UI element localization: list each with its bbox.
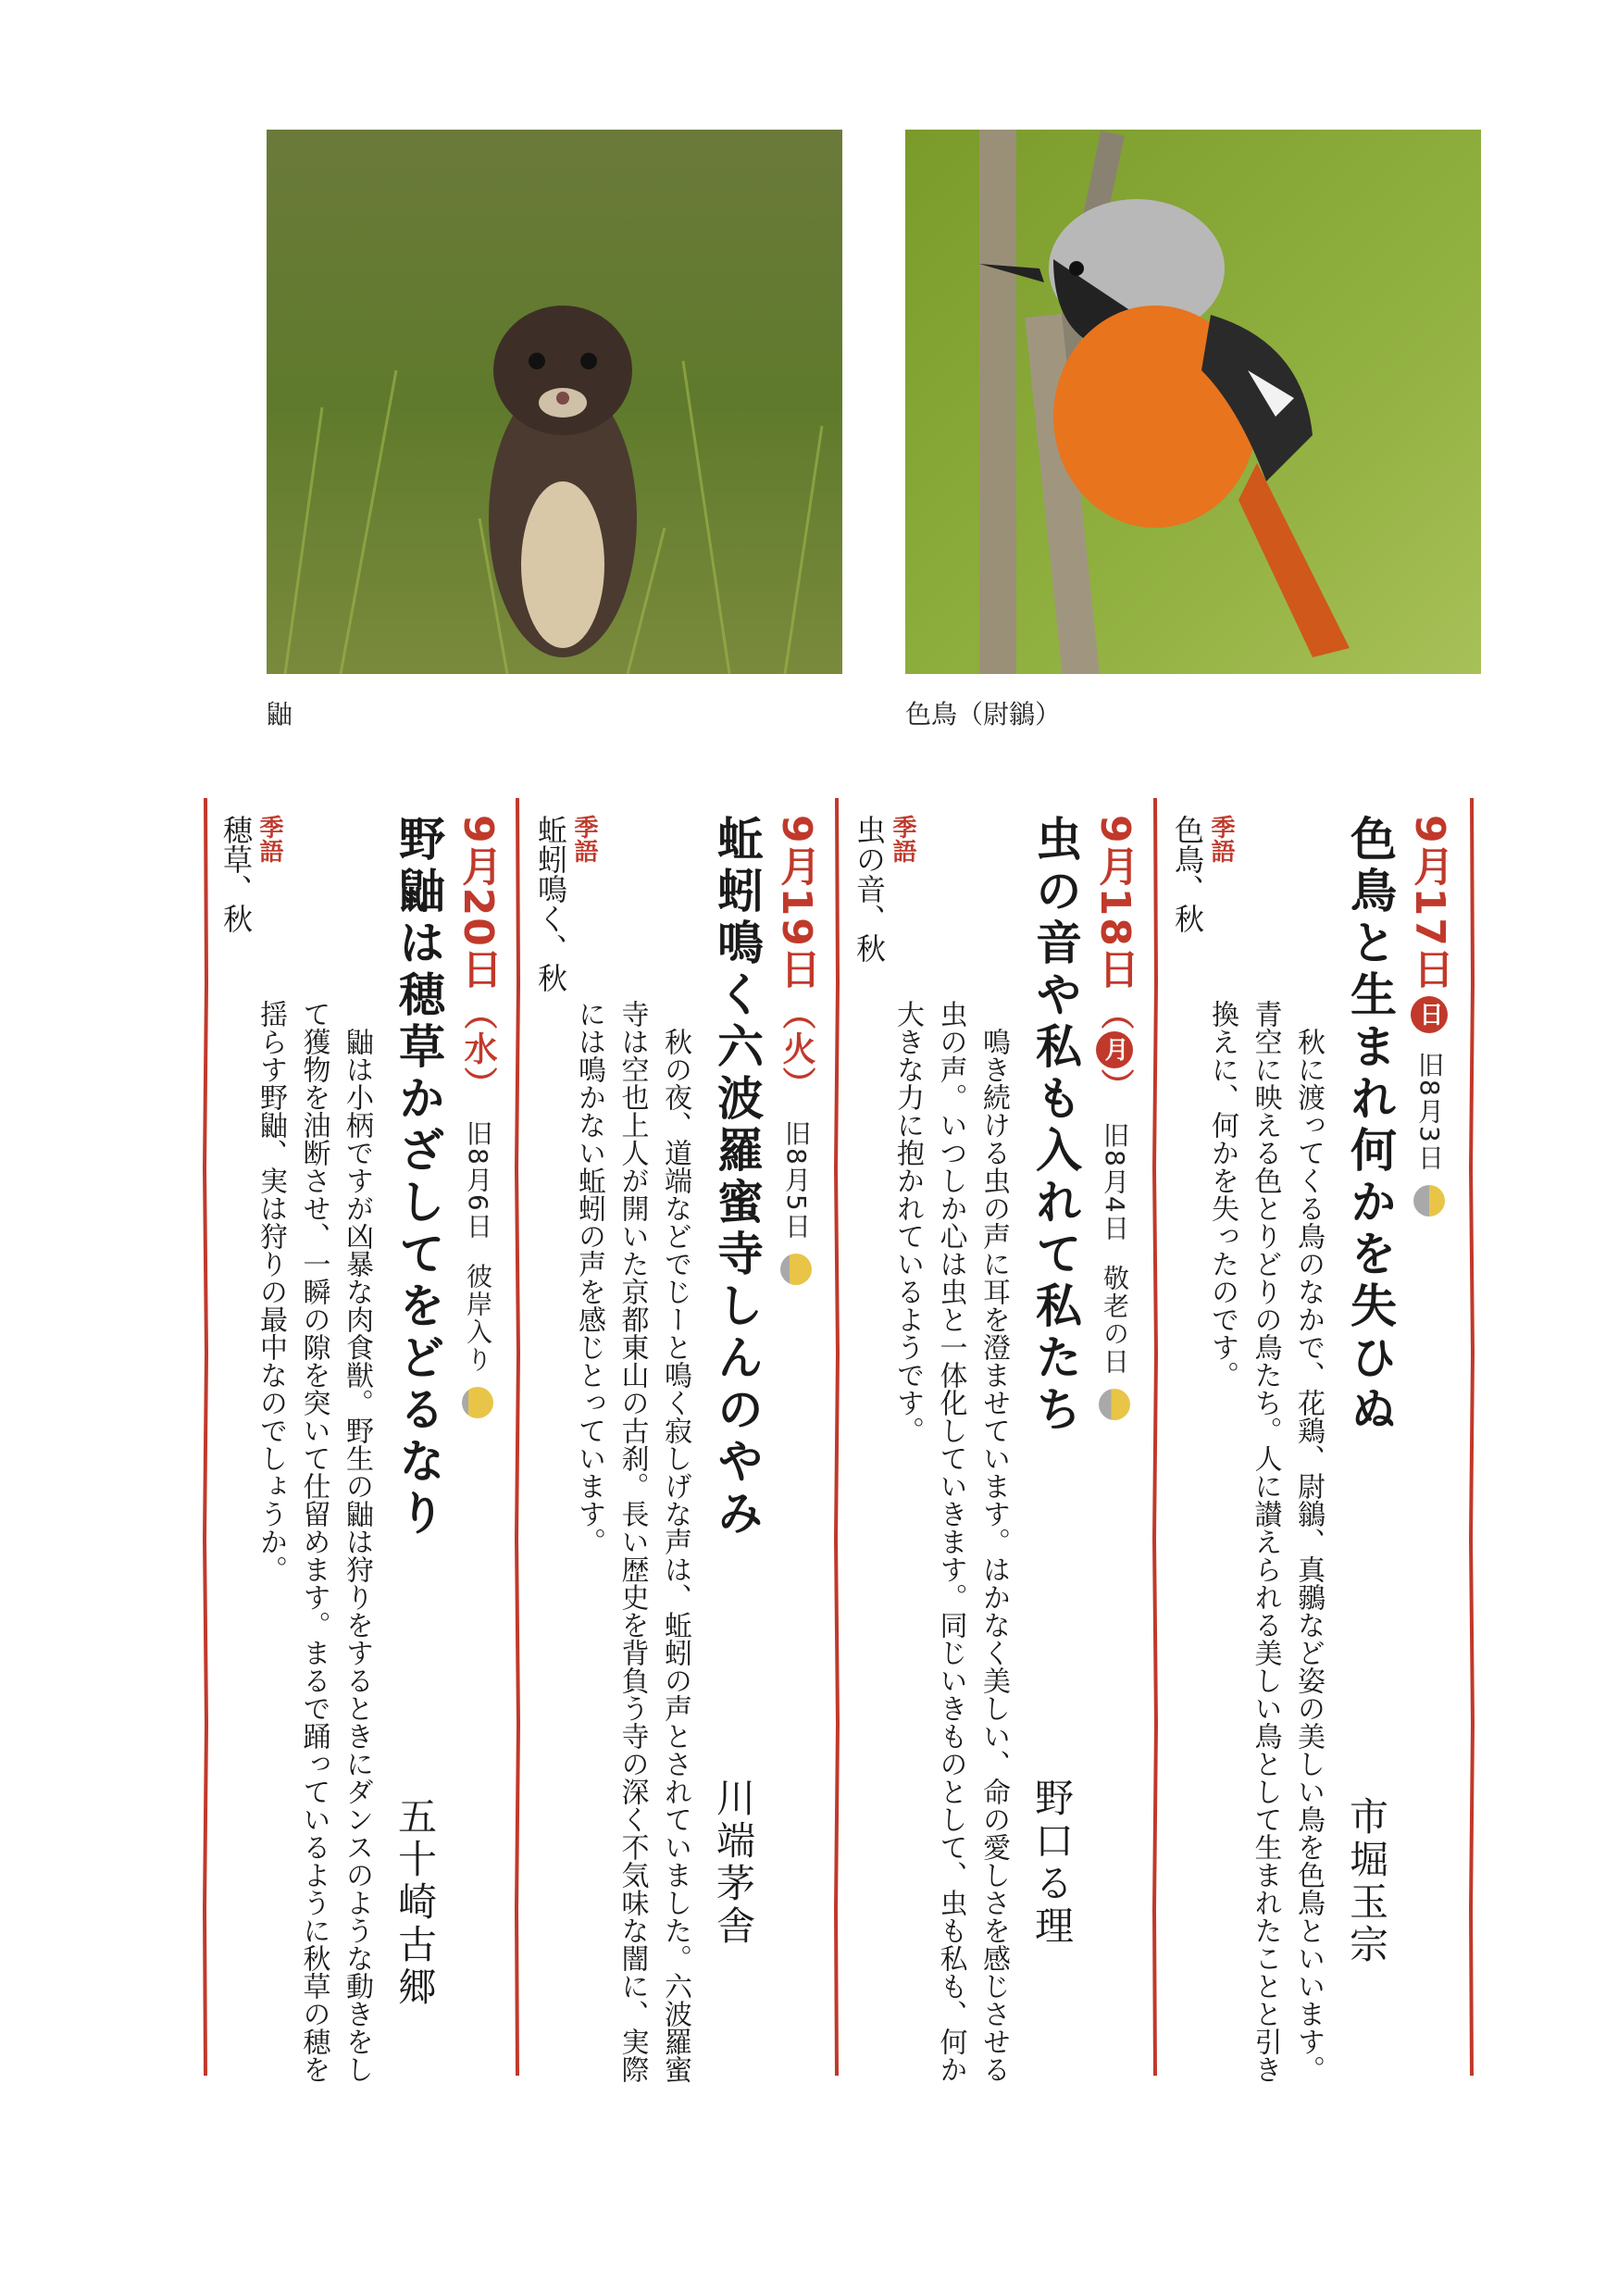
divider-1 [1468,798,1475,2076]
kyureki: 旧8月6日 [463,1119,493,1241]
moon-phase-icon [780,1254,812,1285]
divider-5 [202,798,209,2076]
author: 市堀玉宗 [1344,1796,1389,1966]
weekday-badge: （火） [778,995,815,1102]
kigo-label: 季語 [570,815,598,863]
kigo-label: 季語 [889,815,916,863]
kigo: 色鳥、秋 [1170,815,1205,933]
author: 野口る理 [1029,1778,1075,1948]
entry-sep20 [215,815,507,2083]
entry-sep17 [1166,815,1459,2083]
kigo-block [1166,815,1233,933]
commentary: 秋に渡ってくる鳥のなかで、花鶏、尉鶲、真鶸など姿の美しい鳥を色鳥といいます。青空に映える色とりどりの鳥たち。人に讃えられる美しい鳥として生まれたことと引き換えに、何かを失ったのです。 [1206,1000,1325,2083]
commentary: 鳴き続ける虫の声に耳を澄ませています。はかなく美しい、命の愛しさを感じさせる虫の声。いつしか心は虫と一体化していきます。同じいきものとして、虫も私も、何か大きな力に抱かれているようです。 [891,1000,1010,2083]
kigo: 蚯蚓鳴く、秋 [533,815,568,992]
haiku: 色鳥と生まれ何かを失ひぬ [1343,815,1398,1437]
date-block [1085,815,1144,1420]
kigo: 虫の音、秋 [852,815,887,963]
commentary: 秋の夜、道端などでじーと鳴く寂しげな声は、蚯蚓の声とされていました。六波羅蜜寺は空也上人が開いた京都東山の古刹。長い歴史を背負う寺の深く不気味な闇に、実際には鳴かない蚯蚓の声を感じとっています。 [573,1000,691,2083]
haiku: 野鼬は穂草かざしてをどるなり [392,815,446,1541]
date: 9月20日 [454,815,502,991]
event: 敬老の日 [1100,1264,1130,1376]
kigo-block [848,815,915,963]
kyureki: 旧8月3日 [1414,1051,1445,1172]
date-block [448,815,507,1418]
weasel-photo [267,130,842,674]
date: 9月18日 [1091,815,1139,991]
weasel-caption: 鼬 [267,699,293,730]
redstart-photo [905,130,1481,674]
divider-4 [514,798,521,2076]
author: 川端茅舎 [711,1778,756,1948]
redstart-image [905,130,1481,674]
kyureki: 旧8月5日 [781,1119,812,1241]
entry-sep19 [529,815,826,2083]
weekday-badge: （月） [1096,995,1134,1104]
moon-phase-icon [462,1387,493,1418]
divider-3 [833,798,840,2076]
kigo-block [215,815,281,933]
date-block [766,815,826,1285]
haiku: 蚯蚓鳴く六波羅蜜寺しんのやみ [710,815,765,1541]
date-block [1400,815,1459,1217]
redstart-caption: 色鳥（尉鶲） [905,699,1062,730]
date: 9月19日 [773,815,820,991]
commentary: 鼬は小柄ですが凶暴な肉食獣。野生の鼬は狩りをするときにダンスのような動きをして獲物を油断させ、一瞬の隙を突いて仕留めます。まるで踊っているように秋草の穂を揺らす野鼬、実は狩りの最中なのでしょうか。 [255,1000,373,2083]
kyureki: 旧8月4日 [1100,1121,1130,1242]
date: 9月17日 [1406,815,1453,991]
kigo-label: 季語 [255,815,283,863]
event: 彼岸入り [463,1262,493,1374]
kigo-block [529,815,596,992]
weekday-badge: （水） [459,995,497,1102]
weekday-badge: 日 [1411,996,1448,1033]
moon-phase-icon [1099,1389,1130,1420]
haiku: 虫の音や私も入れて私たち [1028,815,1083,1437]
weasel-image [267,130,842,674]
author: 五十崎古郷 [392,1796,438,2009]
entry-sep18 [848,815,1144,2083]
divider-2 [1151,798,1159,2076]
kigo-label: 季語 [1207,815,1235,863]
moon-phase-icon [1413,1185,1445,1217]
kigo: 穂草、秋 [218,815,254,933]
